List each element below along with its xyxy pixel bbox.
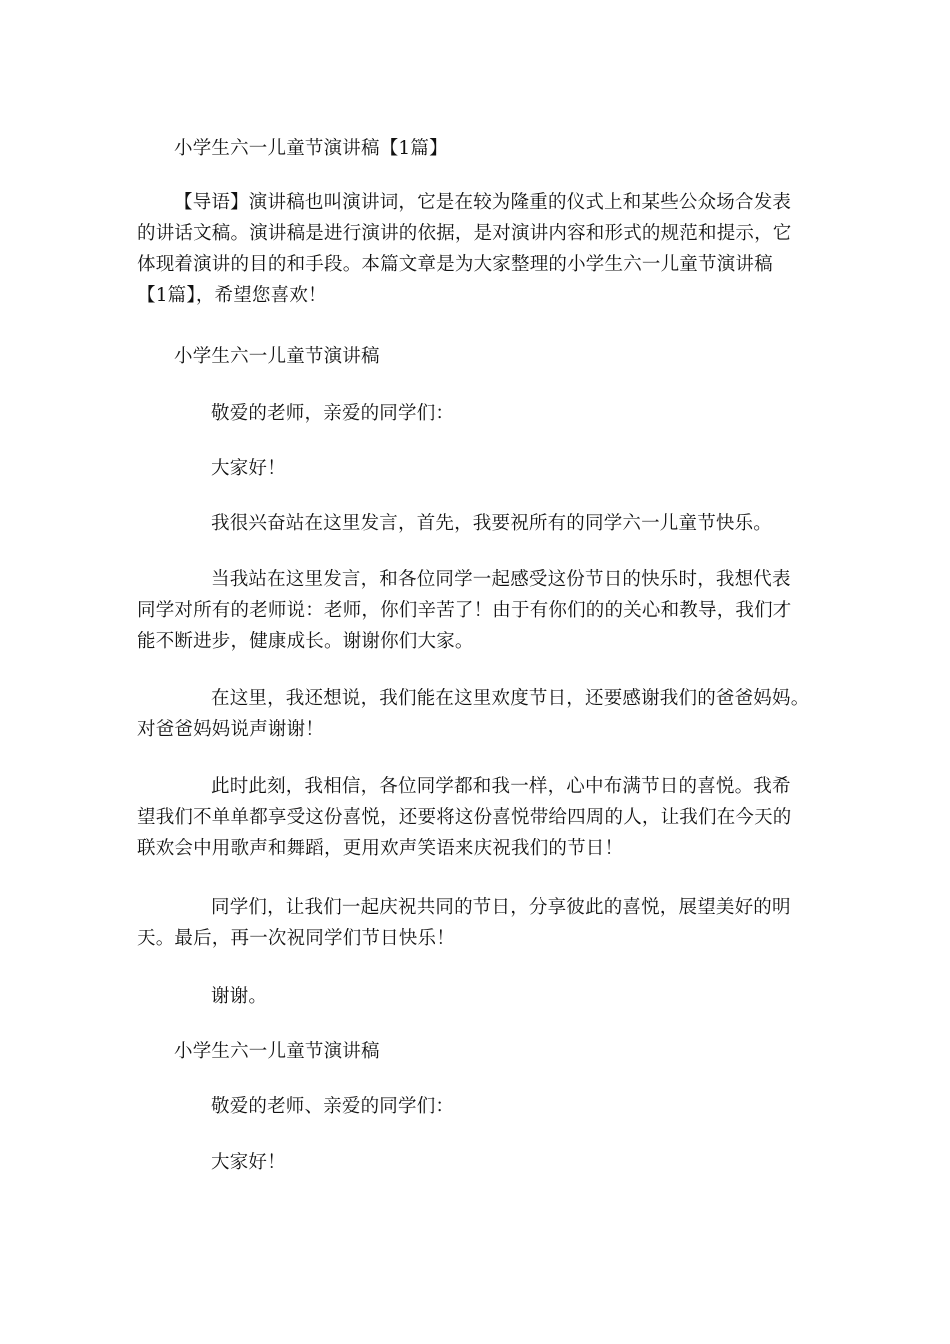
section1-paragraph-4 [137, 771, 827, 864]
paragraph-line: 当我站在这里发言，和各位同学一起感受这份节日的快乐时，我想代表 [211, 569, 791, 590]
section1-closing: 谢谢。 [211, 986, 268, 1007]
paragraph-line: 同学们，让我们一起庆祝共同的节日，分享彼此的喜悦，展望美好的明 [211, 897, 791, 918]
paragraph-line: 对爸爸妈妈说声谢谢！ [137, 719, 325, 740]
document-title-block [137, 133, 827, 164]
section2-hello: 大家好！ [211, 1152, 286, 1173]
paragraph-line: 天。最后，再一次祝同学们节日快乐！ [137, 928, 455, 949]
intro-line: 【导语】演讲稿也叫演讲词，它是在较为隆重的仪式上和某些公众场合发表 [174, 192, 792, 213]
section1-closing-block [137, 981, 827, 1012]
section1-greeting: 敬爱的老师，亲爱的同学们： [211, 403, 455, 424]
section2-hello-block [137, 1147, 827, 1178]
paragraph-line: 在这里，我还想说，我们能在这里欢度节日，还要感谢我们的爸爸妈妈。 [211, 688, 810, 709]
section2-heading: 小学生六一儿童节演讲稿 [174, 1041, 380, 1062]
intro-line: 体现着演讲的目的和手段。本篇文章是为大家整理的小学生六一儿童节演讲稿 [137, 254, 773, 275]
section1-heading: 小学生六一儿童节演讲稿 [174, 346, 380, 367]
section1-paragraph-1 [137, 508, 827, 539]
section2-greeting-block [137, 1091, 827, 1122]
paragraph-line: 同学对所有的老师说：老师，你们辛苦了！由于有你们的的关心和教导，我们才 [137, 600, 792, 621]
paragraph-line: 联欢会中用歌声和舞蹈，更用欢声笑语来庆祝我们的节日！ [137, 838, 624, 859]
section1-paragraph-3 [137, 683, 827, 745]
section2-greeting: 敬爱的老师、亲爱的同学们： [211, 1096, 455, 1117]
section1-paragraph-5 [137, 892, 827, 954]
intro-line: 的讲话文稿。演讲稿是进行演讲的依据，是对演讲内容和形式的规范和提示，它 [137, 223, 792, 244]
intro-line: 【1篇】，希望您喜欢！ [137, 285, 327, 306]
document-title: 小学生六一儿童节演讲稿【1篇】 [174, 138, 448, 159]
paragraph-line: 此时此刻，我相信，各位同学都和我一样，心中布满节日的喜悦。我希 [211, 776, 791, 797]
intro-paragraph [137, 187, 827, 311]
section1-heading-block [137, 341, 827, 372]
paragraph-line: 我很兴奋站在这里发言，首先，我要祝所有的同学六一儿童节快乐。 [211, 513, 773, 534]
section1-hello-block [137, 453, 827, 484]
section1-greeting-block [137, 398, 827, 429]
section2-heading-block [137, 1036, 827, 1067]
paragraph-line: 能不断进步，健康成长。谢谢你们大家。 [137, 631, 474, 652]
paragraph-line: 望我们不单单都享受这份喜悦，还要将这份喜悦带给四周的人，让我们在今天的 [137, 807, 792, 828]
section1-hello: 大家好！ [211, 458, 286, 479]
section1-paragraph-2 [137, 564, 827, 657]
